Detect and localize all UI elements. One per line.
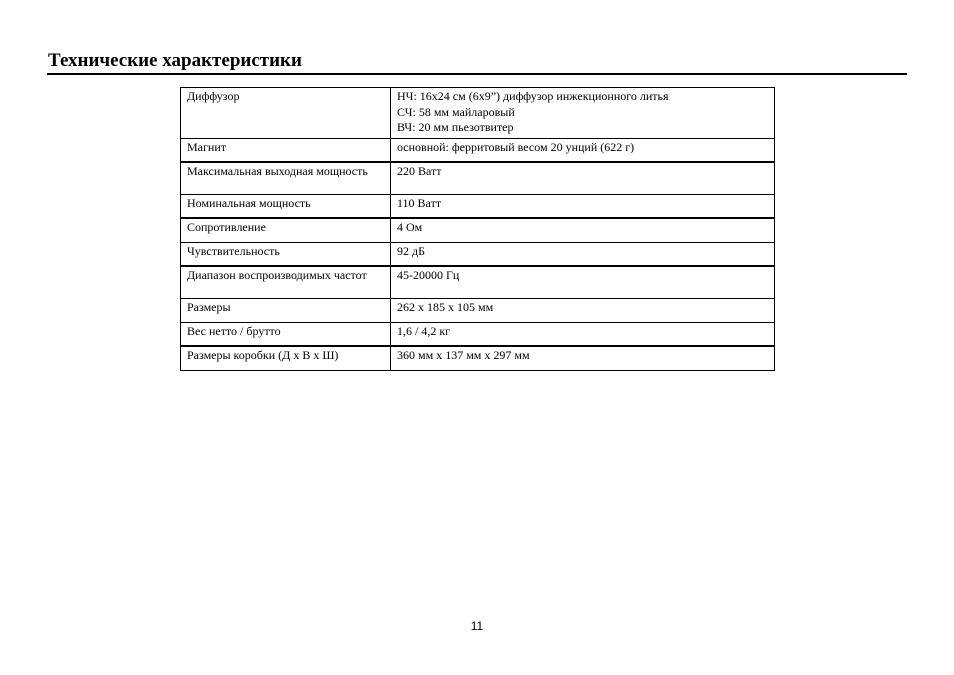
spec-value: основной: ферритовый весом 20 унций (622 г) (391, 138, 775, 162)
spec-label: Диапазон воспроизводимых частот (181, 266, 391, 298)
spec-label: Сопротивление (181, 218, 391, 242)
spec-row-sensitivity (181, 242, 775, 266)
page-number: 11 (470, 619, 484, 633)
spec-row-magnet (181, 138, 775, 162)
spec-value (391, 88, 775, 139)
spec-row-impedance (181, 218, 775, 242)
spec-value: 220 Ватт (391, 162, 775, 194)
spec-value-line: НЧ: 16x24 см (6x9”) диффузор инжекционного литья (397, 89, 669, 103)
spec-value-line: ВЧ: 20 мм пьезотвитер (397, 120, 514, 134)
spec-value: 110 Ватт (391, 194, 775, 218)
spec-row-diffuser (181, 88, 775, 139)
spec-value: 92 дБ (391, 242, 775, 266)
title-divider (47, 73, 907, 75)
spec-row-rated-power (181, 194, 775, 218)
spec-row-frequency-range (181, 266, 775, 298)
spec-label: Размеры коробки (Д х В х Ш) (181, 346, 391, 370)
spec-label: Максимальная выходная мощность (181, 162, 391, 194)
spec-label: Диффузор (181, 88, 391, 139)
spec-label: Вес нетто / брутто (181, 322, 391, 346)
spec-value: 262 х 185 х 105 мм (391, 298, 775, 322)
spec-value: 1,6 / 4,2 кг (391, 322, 775, 346)
spec-value: 45-20000 Гц (391, 266, 775, 298)
spec-value: 360 мм х 137 мм х 297 мм (391, 346, 775, 370)
page-title: Технические характеристики (48, 50, 302, 71)
spec-label: Номинальная мощность (181, 194, 391, 218)
specifications-table (180, 87, 775, 371)
spec-row-dimensions (181, 298, 775, 322)
spec-row-box-dimensions (181, 346, 775, 370)
spec-label: Размеры (181, 298, 391, 322)
spec-value-line: СЧ: 58 мм майларовый (397, 104, 515, 119)
spec-row-weight (181, 322, 775, 346)
spec-value: 4 Ом (391, 218, 775, 242)
spec-row-max-power (181, 162, 775, 194)
spec-label: Чувствительность (181, 242, 391, 266)
spec-label: Магнит (181, 138, 391, 162)
